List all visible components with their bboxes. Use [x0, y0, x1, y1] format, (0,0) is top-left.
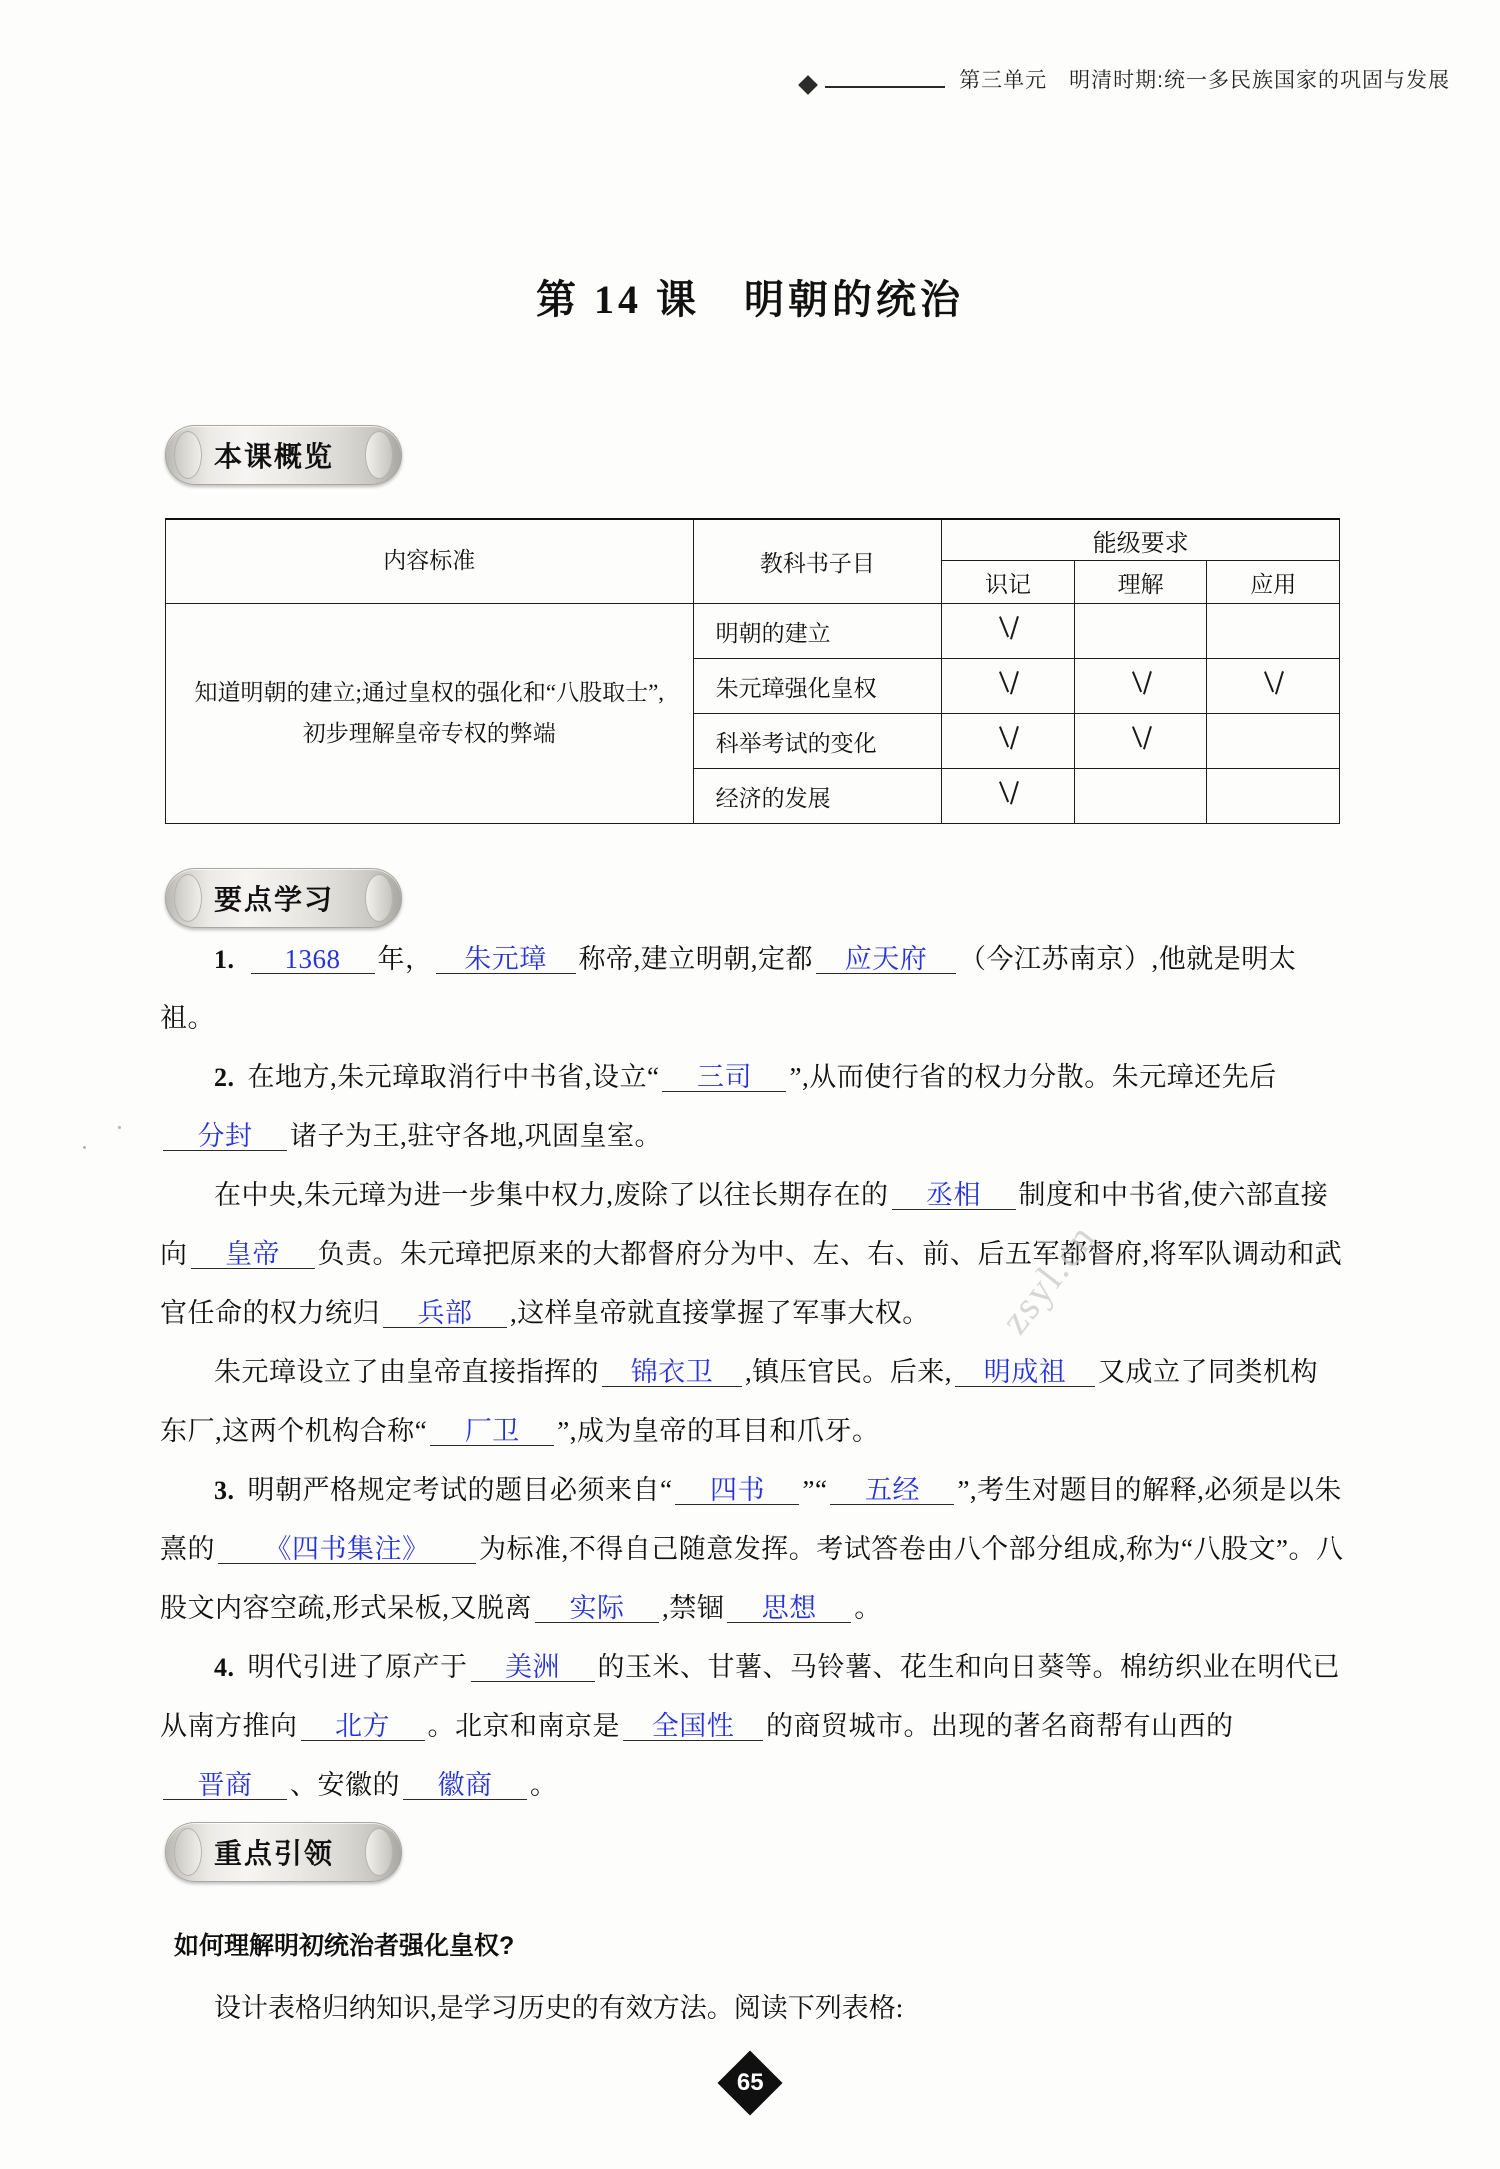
paragraph-number: 2. [214, 1063, 242, 1092]
cell-mark-yingyong [1207, 604, 1340, 659]
running-head [0, 64, 1500, 94]
page-number-badge [0, 2060, 1500, 2106]
header-level-shiji: 识记 [942, 561, 1075, 604]
check-icon [995, 725, 1021, 751]
body-text-run: 称帝,建立明朝,定都 [578, 944, 813, 974]
answer-blank[interactable]: 分封 [163, 1122, 287, 1151]
cell-mark-lijie [1074, 604, 1207, 659]
body-text-run: （今江苏南京）,他就是明太祖。 [160, 944, 1297, 1033]
answer-blank[interactable]: 皇帝 [191, 1240, 315, 1269]
body-text-run: ”“ [802, 1475, 828, 1505]
body-text-run: ,镇压官民。后来, [745, 1357, 952, 1387]
answer-blank[interactable]: 全国性 [623, 1712, 763, 1741]
key-study-paragraph [160, 1048, 1345, 1166]
section-badge-key-study-label: 要点学习 [214, 884, 335, 915]
cell-mark-shiji [942, 604, 1075, 659]
answer-blank[interactable]: 《四书集注》 [218, 1535, 476, 1564]
body-text-run: 朱元璋设立了由皇帝直接指挥的 [214, 1357, 599, 1387]
cell-mark-yingyong [1207, 769, 1340, 824]
body-text-run: ”,考生对题目的解释,必须是以朱熹的 [160, 1475, 1342, 1564]
body-text-run: ,禁锢 [662, 1593, 725, 1623]
body-text-run: 在中央,朱元璋为进一步集中权力,废除了以往长期存在的 [214, 1180, 889, 1210]
cell-mark-lijie [1074, 714, 1207, 769]
body-text-run: 在地方,朱元璋取消行中书省,设立“ [247, 1062, 660, 1092]
paragraph-number: 4. [214, 1653, 242, 1682]
body-text-run: 诸子为王,驻守各地,巩固皇室。 [290, 1121, 662, 1151]
answer-blank[interactable]: 1368 [251, 945, 375, 974]
answer-blank[interactable]: 三司 [662, 1063, 786, 1092]
section-badge-key-guide-label: 重点引领 [214, 1838, 335, 1869]
running-head-text: 第三单元 明清时期:统一多民族国家的巩固与发展 [959, 69, 1450, 92]
table-row [166, 604, 1340, 659]
cell-mark-yingyong [1207, 659, 1340, 714]
answer-blank[interactable]: 锦衣卫 [602, 1358, 742, 1387]
body-text-run: ,这样皇帝就直接掌握了军事大权。 [510, 1298, 930, 1328]
diamond-bullet-icon [798, 75, 818, 95]
key-guide-block [160, 1918, 1345, 2036]
answer-blank[interactable]: 四书 [675, 1476, 799, 1505]
header-ability-group: 能级要求 [942, 519, 1340, 561]
check-icon [1128, 725, 1154, 751]
watermark-text: zsyl.cn [991, 1214, 1105, 1343]
body-text-run: 负责。朱元璋把原来的大都督府分为中、左、右、前、后五军都督府,将军队调动和武官任命的权力统归 [160, 1239, 1343, 1328]
check-icon [1128, 670, 1154, 696]
body-text-run: 制度和中书省,使六部直接向 [160, 1180, 1329, 1269]
cell-subtopic: 经济的发展 [693, 769, 942, 824]
check-icon [1260, 670, 1286, 696]
key-study-paragraph [160, 1638, 1345, 1815]
answer-blank[interactable]: 五经 [830, 1476, 954, 1505]
body-text-run: ”,从而使行省的权力分散。朱元璋还先后 [789, 1062, 1277, 1092]
answer-blank[interactable]: 厂卫 [430, 1417, 554, 1446]
paragraph-number: 1. [214, 945, 242, 974]
body-text-run: 明代引进了原产于 [247, 1652, 468, 1682]
answer-blank[interactable]: 明成祖 [955, 1358, 1095, 1387]
paragraph-number: 3. [214, 1476, 242, 1505]
header-content-standard: 内容标准 [166, 519, 694, 604]
body-text-run: 为标准,不得自己随意发挥。考试答卷由八个部分组成,称为“八股文”。八股文内容空疏,形式呆板,又脱离 [160, 1534, 1344, 1623]
answer-blank[interactable]: 兵部 [383, 1299, 507, 1328]
answer-blank[interactable]: 徽商 [403, 1771, 527, 1800]
check-icon [995, 780, 1021, 806]
key-guide-question: 如何理解明初统治者强化皇权? [174, 1932, 515, 1960]
answer-blank[interactable]: 实际 [535, 1594, 659, 1623]
cell-mark-yingyong [1207, 714, 1340, 769]
header-level-lijie: 理解 [1074, 561, 1207, 604]
key-guide-leadin: 设计表格归纳知识,是学习历史的有效方法。阅读下列表格: [214, 1993, 904, 2023]
header-textbook-subtopic: 教科书子目 [693, 519, 942, 604]
key-study-paragraph [160, 1166, 1345, 1343]
body-text-run: 明朝严格规定考试的题目必须来自“ [247, 1475, 673, 1505]
section-badge-overview-label: 本课概览 [214, 441, 335, 472]
body-text-run: 、安徽的 [290, 1770, 400, 1800]
body-text-run: 。 [854, 1593, 882, 1623]
answer-blank[interactable]: 丞相 [892, 1181, 1016, 1210]
cell-subtopic: 科举考试的变化 [693, 714, 942, 769]
answer-blank[interactable]: 美洲 [471, 1653, 595, 1682]
section-badge-key-study [165, 868, 402, 928]
scan-speck [83, 1146, 86, 1149]
cell-content-standard-text: 知道明朝的建立;通过皇权的强化和“八股取士”,初步理解皇帝专权的弊端 [166, 604, 694, 824]
header-level-yingyong: 应用 [1207, 561, 1340, 604]
page-number-diamond [717, 2050, 782, 2115]
key-study-paragraph [160, 1461, 1345, 1638]
cell-mark-shiji [942, 714, 1075, 769]
body-text-run: 。 [530, 1770, 558, 1800]
cell-mark-lijie [1074, 769, 1207, 824]
scan-speck [118, 1126, 121, 1129]
body-text-run: 又成立了同类机构东厂,这两个机构合称“ [160, 1357, 1318, 1446]
key-study-paragraph [160, 930, 1345, 1048]
body-text-run: 的商贸城市。出现的著名商帮有山西的 [766, 1711, 1234, 1741]
cell-subtopic: 明朝的建立 [693, 604, 942, 659]
page-title: 第 14 课 明朝的统治 [536, 277, 964, 322]
key-study-paragraph [160, 1343, 1345, 1461]
cell-mark-shiji [942, 769, 1075, 824]
body-text-run: ”,成为皇帝的耳目和爪牙。 [557, 1416, 880, 1446]
check-icon [995, 615, 1021, 641]
section-badge-overview [165, 425, 402, 485]
answer-blank[interactable]: 思想 [727, 1594, 851, 1623]
table-header-row [166, 519, 1340, 561]
cell-mark-shiji [942, 659, 1075, 714]
cell-subtopic: 朱元璋强化皇权 [693, 659, 942, 714]
header-rule [825, 86, 945, 88]
body-text-run: 。北京和南京是 [427, 1711, 620, 1741]
check-icon [995, 670, 1021, 696]
key-study-body [160, 930, 1345, 1815]
answer-blank[interactable]: 北方 [301, 1712, 425, 1741]
cell-mark-lijie [1074, 659, 1207, 714]
overview-table [165, 518, 1340, 824]
answer-blank[interactable]: 应天府 [816, 945, 956, 974]
section-badge-key-guide [165, 1822, 402, 1882]
body-text-run: 年， [377, 944, 433, 974]
answer-blank[interactable]: 晋商 [163, 1771, 287, 1800]
answer-blank[interactable]: 朱元璋 [436, 945, 576, 974]
page-number-text: 65 [736, 2068, 764, 2096]
body-text-run: 的玉米、甘薯、马铃薯、花生和向日葵等。棉纺织业在明代已从南方推向 [160, 1652, 1340, 1741]
